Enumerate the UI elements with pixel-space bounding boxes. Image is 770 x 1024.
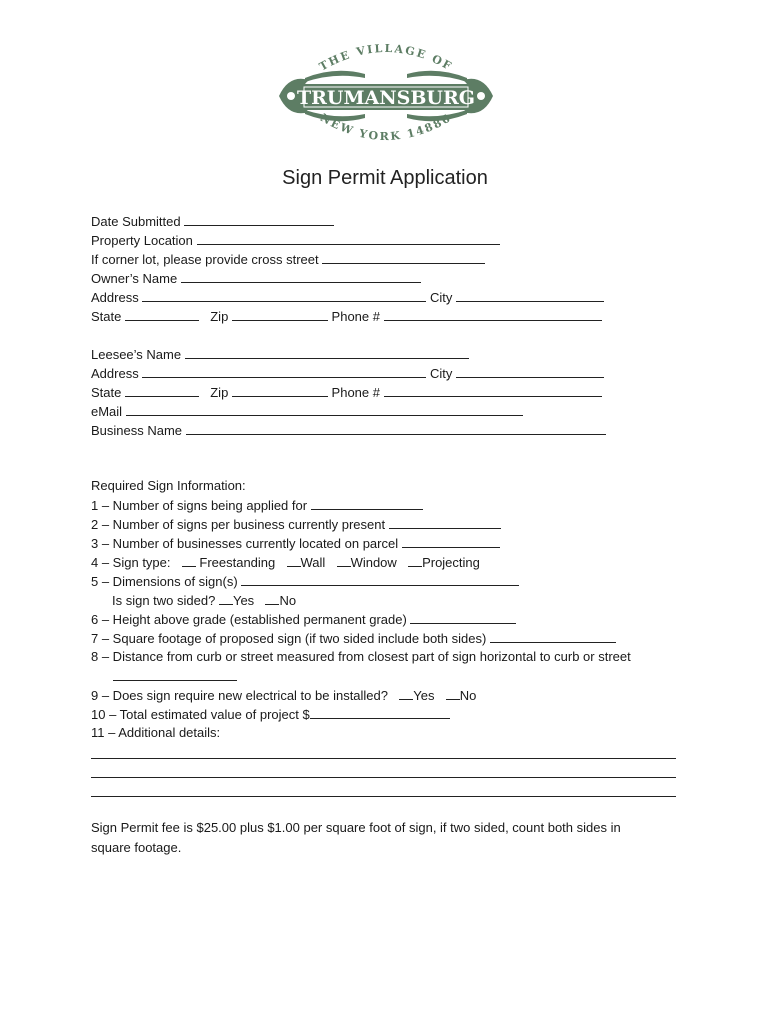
q2-label: 2 – Number of signs per business currently present (91, 517, 386, 532)
q7-label: 7 – Square footage of proposed sign (if two sided include both sides) (91, 631, 487, 646)
leesee-state-field[interactable] (125, 383, 199, 397)
two-sided-yes-check[interactable] (219, 591, 233, 605)
owner-zip-field[interactable] (232, 307, 328, 321)
fee-note-line-2: square footage. (91, 840, 182, 855)
q10-row (91, 705, 450, 723)
q2-row (91, 515, 501, 533)
additional-details-line-1[interactable] (91, 758, 676, 759)
cross-street-row (91, 250, 485, 268)
property-location-label: Property Location (91, 233, 193, 248)
property-location-field[interactable] (197, 231, 500, 245)
wall-check[interactable] (287, 553, 301, 567)
electrical-no-check[interactable] (446, 686, 460, 700)
additional-details-line-2[interactable] (91, 777, 676, 778)
wall-label: Wall (300, 555, 326, 570)
logo-name: TRUMANSBURG (296, 87, 476, 109)
two-sided-label: Is sign two sided? (112, 593, 216, 608)
q9-label: 9 – Does sign require new electrical to be installed? (91, 688, 389, 703)
q4-label: 4 – Sign type: (91, 555, 171, 570)
owner-state-field[interactable] (125, 307, 199, 321)
business-name-row (91, 421, 606, 439)
leesee-state-row (91, 383, 602, 401)
owner-name-row (91, 269, 421, 287)
window-check[interactable] (337, 553, 351, 567)
q6-label: 6 – Height above grade (established permanent grade) (91, 612, 407, 627)
q1-field[interactable] (311, 496, 423, 510)
leesee-name-field[interactable] (185, 345, 469, 359)
q1-row (91, 496, 423, 514)
date-submitted-field[interactable] (184, 212, 334, 226)
leesee-state-label: State (91, 385, 122, 400)
electrical-no-label: No (459, 688, 477, 703)
q7-field[interactable] (490, 629, 616, 643)
cross-street-label: If corner lot, please provide cross street (91, 252, 319, 267)
q8-field[interactable] (113, 667, 237, 681)
q11-row (91, 724, 220, 741)
owner-city-label: City (429, 290, 453, 305)
leesee-name-label: Leesee’s Name (91, 347, 182, 362)
leesee-email-row (91, 402, 523, 420)
owner-name-label: Owner’s Name (91, 271, 178, 286)
leesee-zip-field[interactable] (232, 383, 328, 397)
q8-field-row (113, 667, 237, 685)
two-sided-yes-label: Yes (232, 593, 255, 608)
freestanding-label: Freestanding (199, 555, 276, 570)
owner-state-row (91, 307, 602, 325)
q5-label: 5 – Dimensions of sign(s) (91, 574, 238, 589)
owner-address-row (91, 288, 604, 306)
fee-note-line-1: Sign Permit fee is $25.00 plus $1.00 per square foot of sign, if two sided, count both sides in (91, 820, 621, 835)
q5-row (91, 572, 519, 590)
leesee-address-field[interactable] (142, 364, 426, 378)
electrical-yes-check[interactable] (399, 686, 413, 700)
leesee-zip-label: Zip (210, 385, 229, 400)
business-name-field[interactable] (186, 421, 606, 435)
owner-phone-label: Phone # (331, 309, 380, 324)
q6-row (91, 610, 516, 628)
property-location-row (91, 231, 500, 249)
leesee-address-row (91, 364, 604, 382)
owner-city-field[interactable] (456, 288, 604, 302)
page-title: Sign Permit Application (282, 167, 488, 189)
leesee-phone-label: Phone # (331, 385, 380, 400)
q5-field[interactable] (241, 572, 519, 586)
logo-bottom-arc: NEW YORK 14886 (318, 111, 454, 144)
date-submitted-row (91, 212, 334, 230)
q8-label: 8 – Distance from curb or street measured from closest part of sign horizontal to curb or street (91, 649, 631, 664)
business-name-label: Business Name (91, 423, 183, 438)
q1-label: 1 – Number of signs being applied for (91, 498, 308, 513)
q4-row (91, 553, 480, 571)
leesee-email-label: eMail (91, 404, 123, 419)
leesee-city-field[interactable] (456, 364, 604, 378)
logo-top-arc: THE VILLAGE OF (317, 44, 455, 74)
cross-street-field[interactable] (322, 250, 485, 264)
leesee-name-row (91, 345, 469, 363)
freestanding-check[interactable] (182, 553, 196, 567)
window-label: Window (350, 555, 397, 570)
sign-info-heading: Required Sign Information: (91, 478, 246, 493)
q2-field[interactable] (389, 515, 501, 529)
additional-details-line-3[interactable] (91, 796, 676, 797)
projecting-label: Projecting (422, 555, 480, 570)
q11-label: 11 – Additional details: (91, 725, 221, 740)
q7-row (91, 629, 616, 647)
q3-row (91, 534, 500, 552)
leesee-address-label: Address (91, 366, 139, 381)
q6-field[interactable] (410, 610, 516, 624)
electrical-yes-label: Yes (413, 688, 435, 703)
q10-field[interactable] (310, 705, 450, 719)
two-sided-no-check[interactable] (265, 591, 279, 605)
village-logo (275, 44, 497, 148)
owner-name-field[interactable] (181, 269, 421, 283)
q3-field[interactable] (402, 534, 500, 548)
projecting-check[interactable] (408, 553, 422, 567)
two-sided-row (112, 591, 296, 609)
leesee-phone-field[interactable] (384, 383, 602, 397)
owner-zip-label: Zip (210, 309, 229, 324)
q3-label: 3 – Number of businesses currently located on parcel (91, 536, 399, 551)
q9-row (91, 686, 476, 704)
q8-row (91, 648, 631, 665)
owner-address-field[interactable] (142, 288, 426, 302)
owner-state-label: State (91, 309, 122, 324)
leesee-city-label: City (429, 366, 453, 381)
owner-address-label: Address (91, 290, 139, 305)
date-submitted-label: Date Submitted (91, 214, 181, 229)
owner-phone-field[interactable] (384, 307, 602, 321)
leesee-email-field[interactable] (126, 402, 523, 416)
q10-label: 10 – Total estimated value of project $ (91, 707, 310, 722)
two-sided-no-label: No (279, 593, 297, 608)
